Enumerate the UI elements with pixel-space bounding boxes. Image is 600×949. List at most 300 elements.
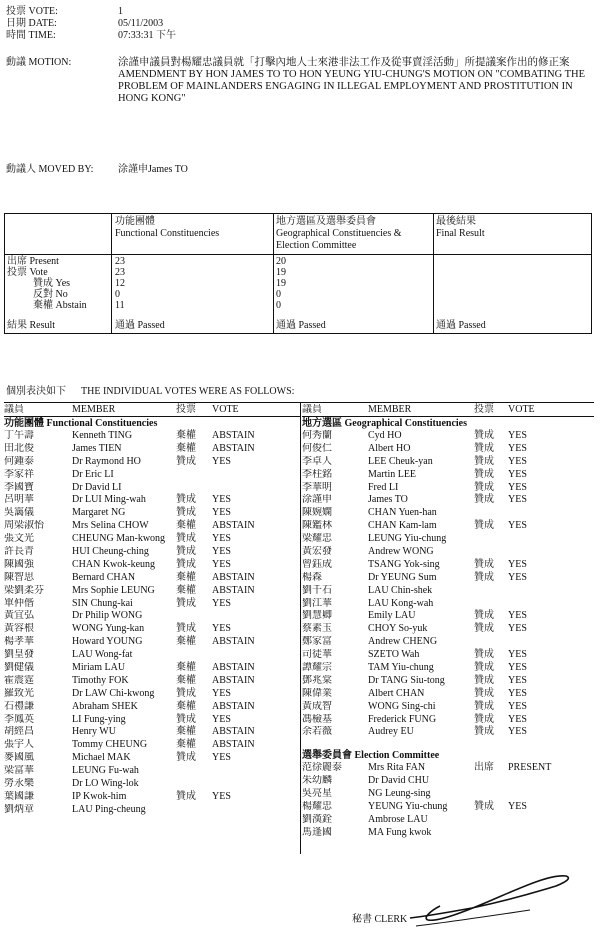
member-name-zh: 周梁淑怡: [4, 520, 44, 532]
row-label: 投票 Vote: [7, 267, 48, 278]
member-name-en: IP Kwok-him: [72, 790, 127, 802]
vote-zh: [176, 482, 212, 495]
vote-zh: 贊成: [474, 649, 494, 661]
member-name-zh: 鄭家富: [302, 636, 332, 648]
member-row: [302, 572, 594, 585]
member-name-zh: 丁午壽: [4, 430, 34, 441]
vote-en: [508, 585, 578, 598]
vote-zh: 贊成: [474, 442, 494, 454]
member-name-zh: 黃宏發: [302, 546, 332, 558]
member-row: [302, 801, 594, 814]
vote-en: [508, 507, 578, 520]
member-name-en: Dr LUI Ming-wah: [72, 494, 146, 506]
member-name-en: YEUNG Yiu-chung: [368, 801, 448, 813]
member-name-zh: 朱幼麟: [302, 775, 332, 787]
member-row: [4, 726, 300, 739]
member-row: [4, 546, 300, 559]
member-row: [302, 675, 594, 688]
vote-zh: 贊成: [474, 610, 494, 622]
vote-zh: 棄權: [176, 726, 196, 738]
date-label: 日期 DATE:: [6, 18, 57, 29]
member-name-zh: 黃成智: [302, 700, 332, 712]
fc-member-list: [4, 430, 300, 817]
vote-en: [212, 804, 282, 817]
member-name-en: Dr Raymond HO: [72, 455, 141, 467]
vote-en: YES: [212, 533, 231, 545]
member-name-en: Dr TANG Siu-tong: [368, 674, 445, 686]
member-row: [302, 623, 594, 636]
member-name-zh: 單仲偕: [4, 597, 34, 609]
member-name-en: LEUNG Yiu-chung: [368, 533, 447, 545]
member-row: [302, 507, 594, 520]
motion-text: [118, 57, 588, 105]
vote-zh: 贊成: [474, 481, 494, 493]
member-row: [4, 791, 300, 804]
summary-divider: [273, 214, 274, 333]
row-label: 結果 Result: [7, 320, 56, 331]
member-name-en: James TO: [368, 494, 408, 506]
member-name-en: SIN Chung-kai: [72, 597, 133, 609]
col-gc-zh: 地方選區及選舉委員會: [276, 216, 376, 227]
vote-en: ABSTAIN: [212, 584, 255, 596]
member-row: [4, 739, 300, 752]
member-row: [302, 827, 594, 840]
fc-value: 12: [115, 278, 125, 289]
member-row: [302, 688, 594, 701]
vote-zh: 贊成: [474, 674, 494, 686]
member-name-zh: 李國寶: [4, 481, 34, 493]
vote-en: [508, 827, 578, 840]
member-row: [4, 752, 300, 765]
vote-zh: [474, 775, 508, 788]
member-name-zh: 楊耀忠: [302, 801, 332, 813]
member-row: [302, 585, 594, 598]
vote-en: YES: [508, 455, 527, 467]
member-row: [4, 765, 300, 778]
gc-value: 19: [276, 267, 286, 278]
member-name-en: Michael MAK: [72, 752, 131, 764]
member-name-zh: 羅致光: [4, 687, 34, 699]
vote-en: YES: [508, 662, 527, 674]
member-name-en: Timothy FOK: [72, 674, 129, 686]
member-row: [4, 675, 300, 688]
member-name-en: Howard YOUNG: [72, 636, 143, 648]
fc-value: 23: [115, 267, 125, 278]
motion-en: AMENDMENT BY HON JAMES TO TO HON YEUNG YIU-CHUNG'S MOTION ON "COMBATING THE PROBLEM OF MAINLANDERS ENGAGING IN ILLEGAL EMPLOYMENT AND PROSTITUTION IN HONG KONG": [118, 69, 586, 104]
member-name-zh: 劉健儀: [4, 662, 34, 674]
vote-zh: 贊成: [176, 623, 196, 635]
vote-zh: [474, 814, 508, 827]
member-name-zh: 李家祥: [4, 468, 34, 480]
member-name-en: SZETO Wah: [368, 649, 420, 661]
vote-zh: 贊成: [474, 520, 494, 532]
member-row: [4, 456, 300, 469]
vote-en: [508, 814, 578, 827]
member-row: [302, 636, 594, 649]
member-row: [4, 520, 300, 533]
member-row: [302, 482, 594, 495]
member-name-en: Dr LO Wing-lok: [72, 778, 139, 790]
member-name-zh: 劉炳章: [4, 803, 34, 815]
vote-zh: 贊成: [176, 546, 196, 558]
member-row: [302, 714, 594, 727]
vote-zh: 出席: [474, 762, 494, 774]
vote-zh: 棄權: [176, 674, 196, 686]
member-name-zh: 胡經昌: [4, 726, 34, 738]
vote-zh: 贊成: [474, 468, 494, 480]
vote-en: [212, 649, 282, 662]
vote-en: YES: [508, 494, 527, 506]
member-name-en: Martin LEE: [368, 468, 417, 480]
vote-zh: 贊成: [176, 752, 196, 764]
member-name-en: Mrs Selina CHOW: [72, 520, 149, 532]
member-name-en: LAU Ping-cheung: [72, 803, 146, 815]
member-name-zh: 梁耀忠: [302, 533, 332, 545]
header-member-en: MEMBER: [72, 404, 116, 415]
col-gc-en1: Geographical Constituencies &: [276, 228, 402, 239]
vote-zh: 棄權: [176, 700, 196, 712]
vote-en: YES: [212, 623, 231, 635]
gc-value: 20: [276, 256, 286, 267]
vote-zh: 贊成: [474, 713, 494, 725]
vote-en: YES: [212, 546, 231, 558]
vote-zh: 贊成: [474, 726, 494, 738]
vote-zh: 棄權: [176, 662, 196, 674]
member-row: [4, 533, 300, 546]
col-final-en: Final Result: [436, 228, 485, 239]
member-row: [302, 443, 594, 456]
member-name-en: Frederick FUNG: [368, 713, 437, 725]
member-row: [4, 482, 300, 495]
vote-en: YES: [508, 442, 527, 454]
vote-en: ABSTAIN: [212, 430, 255, 441]
member-name-zh: 梁富華: [4, 765, 34, 777]
member-row: [302, 520, 594, 533]
header-vote-en: VOTE: [508, 404, 535, 415]
member-name-zh: 黃容根: [4, 623, 34, 635]
moved-by-label: 動議人 MOVED BY:: [6, 164, 94, 175]
header-vote-zh: 投票: [474, 404, 494, 415]
member-name-en: TSANG Yok-sing: [368, 558, 440, 570]
gc-section-title: 地方選區 Geographical Constituencies: [302, 418, 467, 429]
member-name-en: HUI Cheung-ching: [72, 546, 149, 558]
intro-zh: 個別表決如下: [6, 386, 66, 397]
vote-en: YES: [212, 507, 231, 519]
vote-en: ABSTAIN: [212, 636, 255, 648]
member-name-zh: 李卓人: [302, 455, 332, 467]
vote-zh: [176, 610, 212, 623]
votes-right-column: [302, 404, 594, 840]
vote-en: [508, 775, 578, 788]
vote-zh: [474, 546, 508, 559]
member-name-en: Albert HO: [368, 442, 411, 454]
member-row: [4, 623, 300, 636]
member-name-en: Cyd HO: [368, 430, 402, 441]
member-name-en: LEE Cheuk-yan: [368, 455, 433, 467]
vote-en: ABSTAIN: [212, 442, 255, 454]
member-name-zh: 吳靄儀: [4, 507, 34, 519]
vote-en: YES: [508, 558, 527, 570]
member-name-zh: 何秀蘭: [302, 430, 332, 441]
member-name-en: Kenneth TING: [72, 430, 133, 441]
vote-zh: [176, 765, 212, 778]
member-row: [302, 649, 594, 662]
member-row: [4, 598, 300, 611]
member-name-zh: 劉漢銓: [302, 813, 332, 825]
vote-en: [508, 533, 578, 546]
vote-en: YES: [212, 687, 231, 699]
vote-en: YES: [508, 726, 527, 738]
vote-zh: 贊成: [474, 801, 494, 813]
summary-table: [4, 213, 592, 334]
final-value: 通過 Passed: [436, 320, 486, 331]
vote-zh: [176, 649, 212, 662]
member-name-zh: 石禮謙: [4, 700, 34, 712]
member-name-en: Mrs Sophie LEUNG: [72, 584, 155, 596]
member-row: [4, 688, 300, 701]
member-name-zh: 劉慧卿: [302, 610, 332, 622]
fc-value: 通過 Passed: [115, 320, 165, 331]
vote-zh: 贊成: [176, 597, 196, 609]
vote-en: [508, 598, 578, 611]
member-name-en: James TIEN: [72, 442, 122, 454]
member-name-en: CHEUNG Man-kwong: [72, 533, 166, 545]
member-row: [4, 636, 300, 649]
vote-en: [212, 610, 282, 623]
gc-value: 通過 Passed: [276, 320, 326, 331]
member-row: [302, 775, 594, 788]
votes-column-divider: [300, 402, 301, 854]
vote-en: [212, 778, 282, 791]
member-name-zh: 許長青: [4, 546, 34, 558]
vote-en: [212, 482, 282, 495]
member-row: [4, 701, 300, 714]
member-name-en: Tommy CHEUNG: [72, 739, 148, 751]
member-name-en: Miriam LAU: [72, 662, 126, 674]
member-row: [4, 443, 300, 456]
vote-en: ABSTAIN: [212, 739, 255, 751]
vote-zh: 棄權: [176, 739, 196, 751]
vote-en: ABSTAIN: [212, 571, 255, 583]
member-name-en: Margaret NG: [72, 507, 126, 519]
member-name-zh: 黃宜弘: [4, 610, 34, 622]
col-gc-en2: Election Committee: [276, 240, 357, 251]
votes-top-rule: [4, 402, 594, 403]
row-label: 棄權 Abstain: [33, 300, 87, 311]
vote-en: YES: [508, 713, 527, 725]
gc-value: 19: [276, 278, 286, 289]
member-name-zh: 馬逢國: [302, 826, 332, 838]
vote-zh: [474, 533, 508, 546]
member-name-en: Andrew CHENG: [368, 636, 438, 648]
vote-zh: 贊成: [176, 790, 196, 802]
vote-en: ABSTAIN: [212, 700, 255, 712]
vote-zh: 贊成: [474, 687, 494, 699]
header-vote-en: VOTE: [212, 404, 239, 415]
member-name-en: CHAN Kwok-keung: [72, 558, 156, 570]
motion-zh: 涂謹申議員對楊耀忠議員就「打擊內地人士來港非法工作及從事賣淫活動」所提議案作出的修正案: [118, 57, 570, 68]
member-name-en: Albert CHAN: [368, 687, 425, 699]
intro-en: THE INDIVIDUAL VOTES WERE AS FOLLOWS:: [81, 386, 295, 397]
member-name-en: Dr Eric LI: [72, 468, 114, 480]
vote-en: YES: [508, 481, 527, 493]
header-vote-zh: 投票: [176, 404, 196, 415]
vote-en: ABSTAIN: [212, 674, 255, 686]
fc-value: 23: [115, 256, 125, 267]
vote-en: YES: [212, 455, 231, 467]
member-name-zh: 呂明華: [4, 494, 34, 506]
vote-zh: [474, 788, 508, 801]
vote-en: YES: [508, 687, 527, 699]
ec-member-list: [302, 762, 594, 839]
vote-zh: 贊成: [176, 533, 196, 545]
vote-en: YES: [212, 558, 231, 570]
vote-en: YES: [212, 494, 231, 506]
member-name-en: Emily LAU: [368, 610, 416, 622]
vote-en: ABSTAIN: [212, 726, 255, 738]
member-name-en: WONG Sing-chi: [368, 700, 436, 712]
row-label: 反對 No: [33, 289, 68, 300]
member-row: [302, 533, 594, 546]
member-row: [4, 507, 300, 520]
member-name-en: LAU Wong-fat: [72, 649, 133, 661]
vote-en: YES: [508, 623, 527, 635]
member-row: [4, 804, 300, 817]
row-label: 贊成 Yes: [33, 278, 71, 289]
col-final-zh: 最後結果: [436, 216, 476, 227]
vote-zh: 贊成: [474, 662, 494, 674]
vote-zh: [474, 827, 508, 840]
ec-section-title: 選舉委員會 Election Committee: [302, 750, 440, 762]
time-label: 時間 TIME:: [6, 30, 56, 41]
vote-en: ABSTAIN: [212, 662, 255, 674]
member-name-zh: 司徒華: [302, 649, 332, 661]
member-name-zh: 楊孝華: [4, 636, 34, 648]
member-name-en: LAU Kong-wah: [368, 597, 434, 609]
member-name-zh: 劉千石: [302, 584, 332, 596]
member-name-zh: 霍震霆: [4, 674, 34, 686]
individual-intro: [6, 386, 294, 398]
vote-zh: [176, 804, 212, 817]
member-name-zh: 余若薇: [302, 726, 332, 738]
member-name-en: Dr LAW Chi-kwong: [72, 687, 155, 699]
vote-zh: [474, 636, 508, 649]
vote-en: YES: [508, 430, 527, 441]
member-row: [4, 430, 300, 443]
member-name-zh: 鄧兆棠: [302, 674, 332, 686]
summary-divider: [111, 214, 112, 333]
member-name-zh: 梁劉柔芬: [4, 584, 44, 596]
member-name-zh: 李柱銘: [302, 468, 332, 480]
votes-header: [4, 404, 300, 417]
member-name-zh: 譚耀宗: [302, 662, 332, 674]
member-row: [4, 778, 300, 791]
vote-zh: [474, 507, 508, 520]
vote-en: [508, 636, 578, 649]
vote-en: ABSTAIN: [212, 520, 255, 532]
member-row: [302, 430, 594, 443]
header-member-en: MEMBER: [368, 404, 412, 415]
member-row: [4, 559, 300, 572]
member-row: [302, 701, 594, 714]
member-row: [302, 610, 594, 623]
member-name-en: Bernard CHAN: [72, 571, 136, 583]
vote-en: [508, 788, 578, 801]
vote-zh: 贊成: [176, 558, 196, 570]
vote-en: YES: [508, 610, 527, 622]
votes-left-column: [4, 404, 300, 817]
member-name-zh: 李鳳英: [4, 713, 34, 725]
member-name-en: CHAN Kam-lam: [368, 520, 437, 532]
member-name-zh: 劉皇發: [4, 649, 34, 661]
member-name-en: LI Fung-ying: [72, 713, 126, 725]
vote-zh: [176, 469, 212, 482]
member-row: [302, 546, 594, 559]
vote-zh: 棄權: [176, 584, 196, 596]
member-name-zh: 曾鈺成: [302, 558, 332, 570]
member-name-zh: 葉國謙: [4, 790, 34, 802]
member-row: [302, 662, 594, 675]
member-row: [4, 649, 300, 662]
vote-en: YES: [508, 571, 527, 583]
member-name-en: LEUNG Fu-wah: [72, 765, 139, 777]
member-row: [4, 469, 300, 482]
summary-header-rule: [5, 254, 591, 255]
member-row: [4, 662, 300, 675]
vote-zh: [474, 585, 508, 598]
member-name-zh: 范徐麗泰: [302, 762, 342, 774]
member-name-en: Mrs Rita FAN: [368, 762, 426, 774]
member-name-en: Dr David LI: [72, 481, 122, 493]
member-name-zh: 涂謹申: [302, 494, 332, 506]
vote-en: [508, 546, 578, 559]
member-row: [302, 469, 594, 482]
member-name-zh: 楊森: [302, 571, 322, 583]
vote-zh: 贊成: [474, 571, 494, 583]
col-fc-zh: 功能團體: [115, 216, 155, 227]
vote-en: YES: [212, 713, 231, 725]
member-name-en: Ambrose LAU: [368, 813, 428, 825]
vote-en: YES: [212, 752, 231, 764]
member-name-en: Abraham SHEK: [72, 700, 138, 712]
vote-en: [212, 765, 282, 778]
member-row: [302, 788, 594, 801]
summary-divider: [433, 214, 434, 333]
vote-en: YES: [508, 674, 527, 686]
member-name-en: WONG Yung-kan: [72, 623, 145, 635]
date-value: 05/11/2003: [118, 18, 164, 29]
gc-member-list: [302, 430, 594, 739]
vote-zh: [474, 598, 508, 611]
member-name-en: Dr Philip WONG: [72, 610, 143, 622]
clerk-label: 秘書 CLERK: [352, 914, 408, 925]
vote-zh: 棄權: [176, 520, 196, 532]
member-name-zh: 何俊仁: [302, 442, 332, 454]
col-fc-en: Functional Constituencies: [115, 228, 220, 239]
member-name-zh: 何鍾泰: [4, 455, 34, 467]
member-name-en: Fred LI: [368, 481, 399, 493]
member-name-en: Andrew WONG: [368, 546, 434, 558]
member-name-en: Dr David CHU: [368, 775, 430, 787]
fc-section-title: 功能團體 Functional Constituencies: [4, 418, 158, 429]
time-value: 07:33:31 下午: [118, 30, 177, 41]
votes-header: [302, 404, 594, 417]
member-name-zh: 李華明: [302, 481, 332, 493]
vote-en: YES: [508, 801, 527, 813]
member-name-en: Audrey EU: [368, 726, 414, 738]
member-name-en: Henry WU: [72, 726, 116, 738]
member-name-zh: 陳智思: [4, 571, 34, 583]
